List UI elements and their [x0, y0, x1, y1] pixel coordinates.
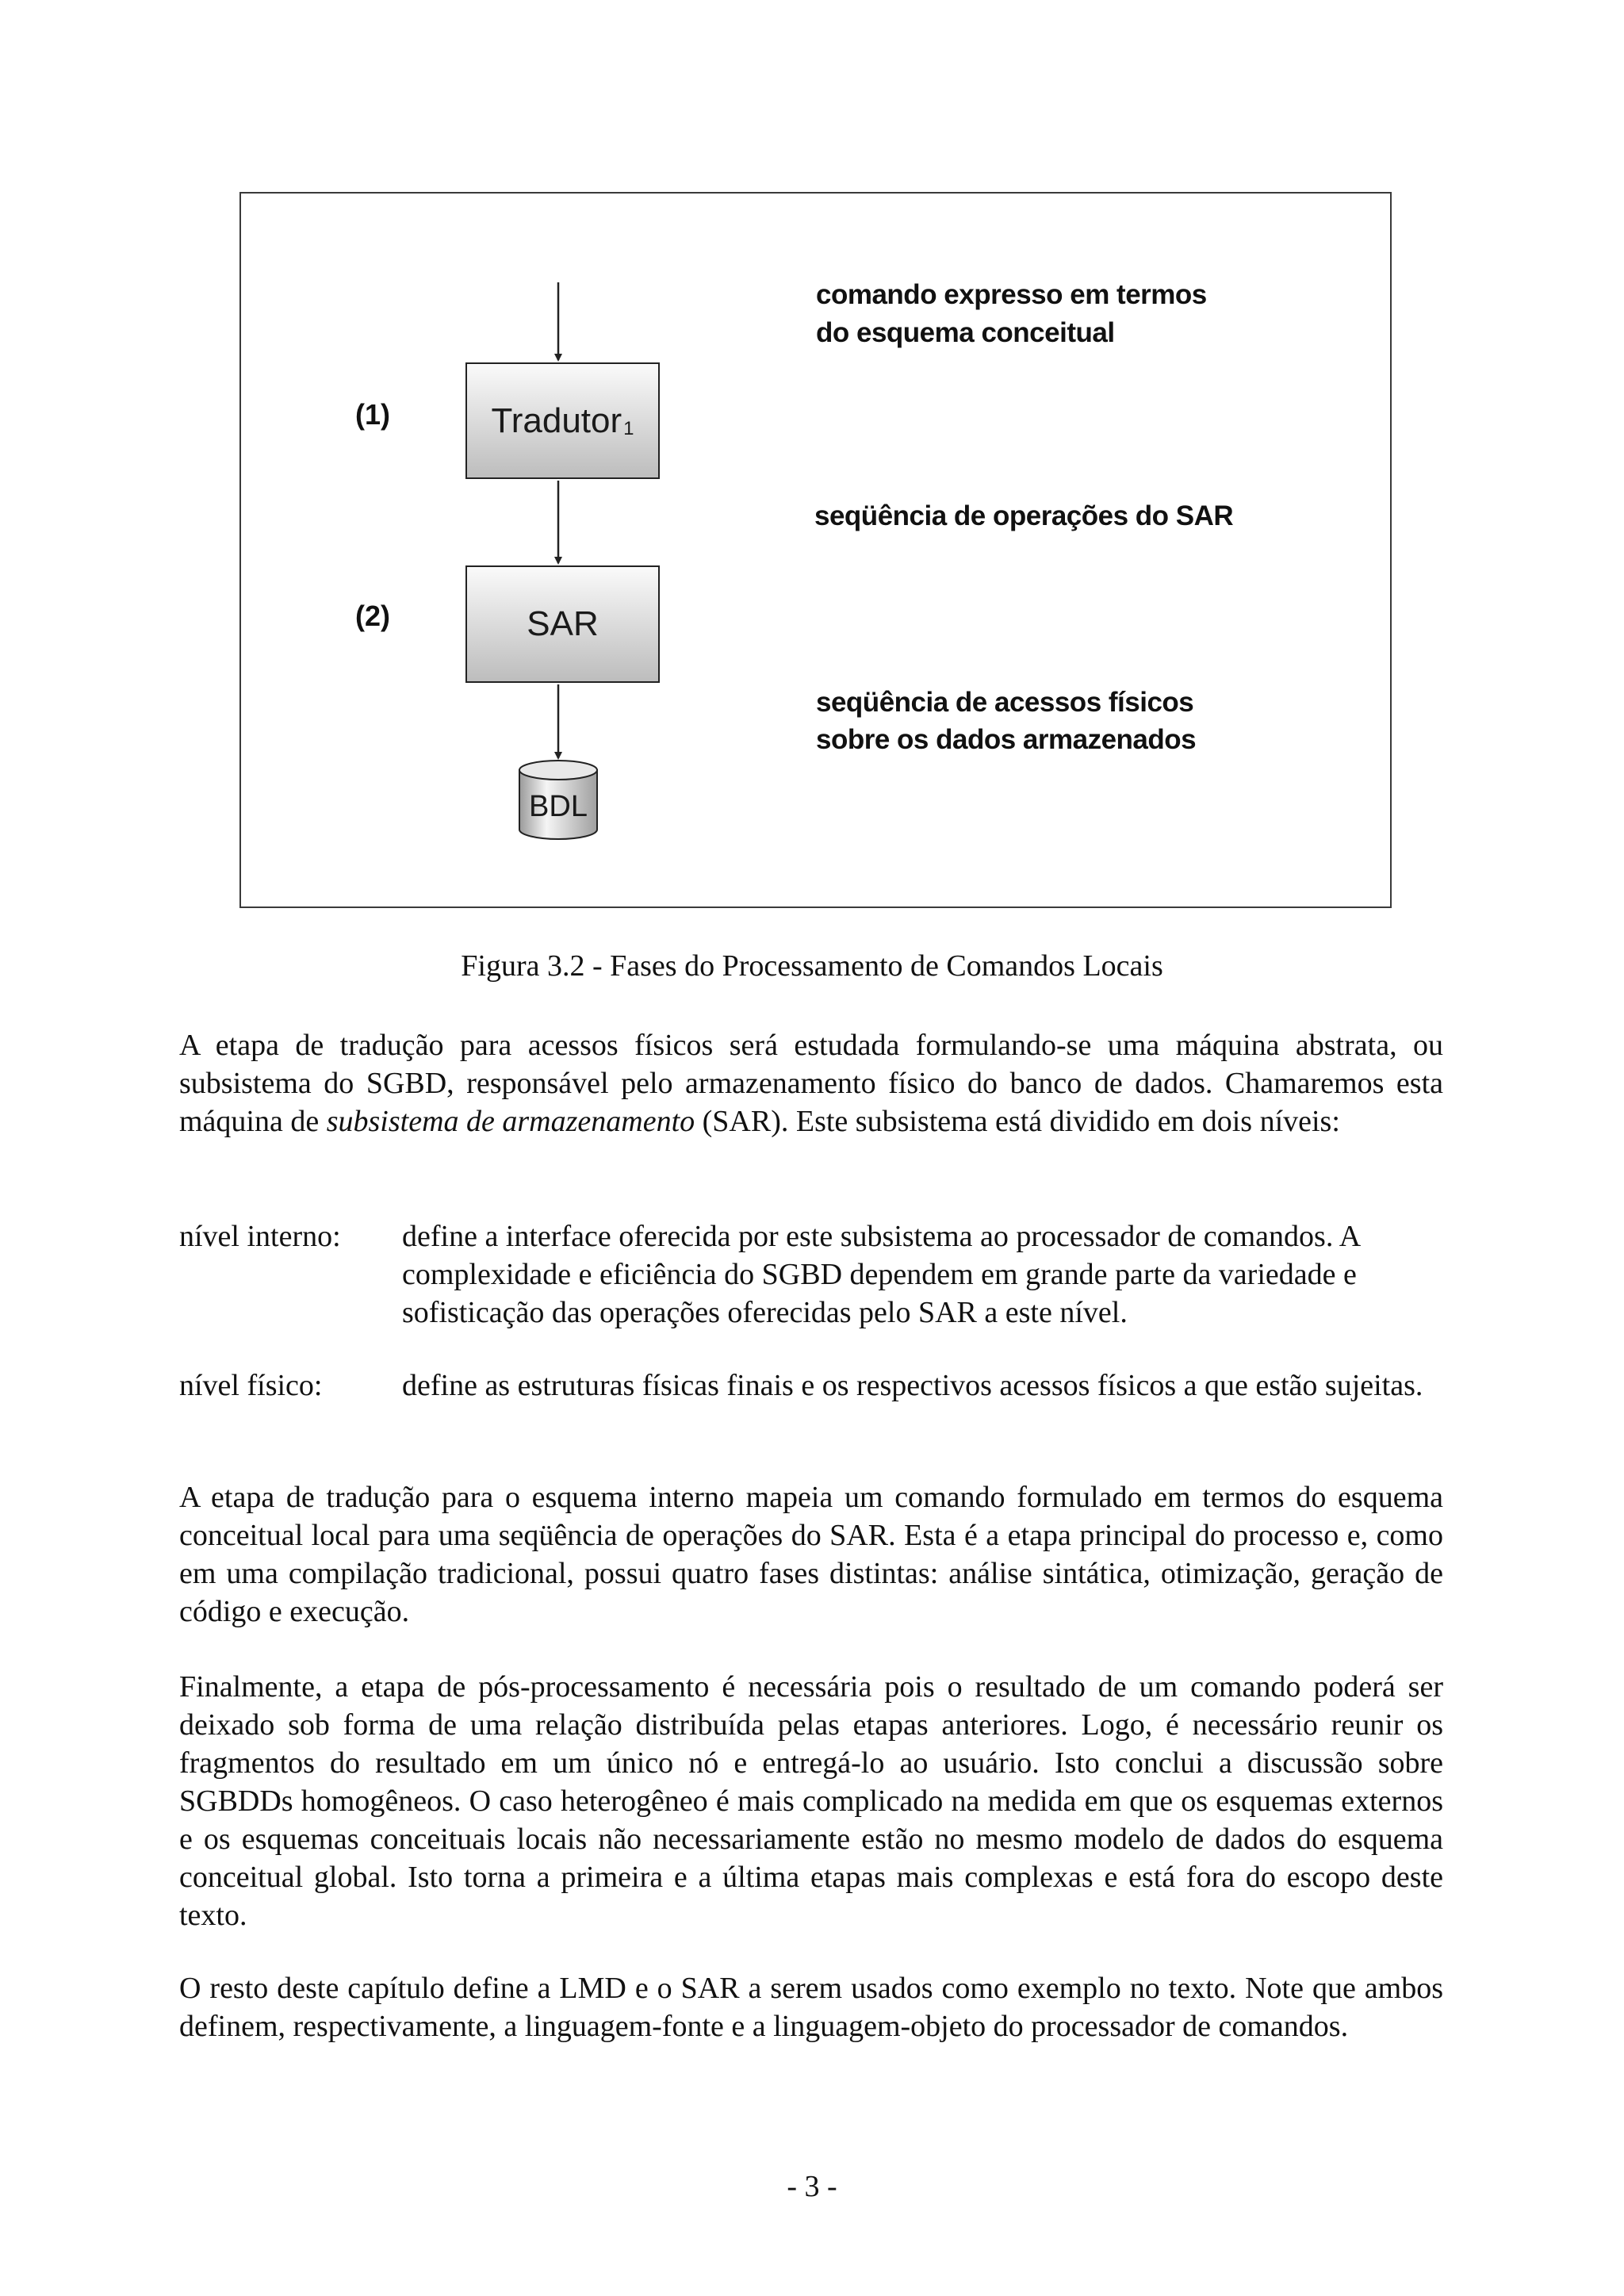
paragraph-1-text-b: (SAR). Este subsistema está dividido em dois níveis: — [695, 1105, 1340, 1138]
translator-box — [465, 362, 660, 479]
label-physical-access-line2: sobre os dados armazenados — [816, 724, 1197, 755]
sar-label: SAR — [527, 604, 599, 643]
step-number-2: (2) — [355, 600, 390, 632]
figure-caption: Figura 3.2 - Fases do Processamento de Comandos Locais — [461, 949, 1163, 983]
step-number-1: (1) — [355, 398, 390, 431]
label-physical-access-line1: seqüência de acessos físicos — [816, 687, 1194, 718]
database-label: BDL — [529, 790, 588, 823]
paragraph-1-text-a: A etapa de tradução para acessos físicos será estudada formulando-se uma máquina abstrata, ou subsistema do SGBD, responsável pelo armazenamento físico do banco de dados. Chamaremos esta máquina de — [179, 1029, 1443, 1138]
paragraph-1-italic-term: subsistema de armazenamento — [326, 1105, 695, 1138]
translator-subscript: 1 — [623, 417, 634, 439]
paragraph-2: A etapa de tradução para o esquema interno mapeia um comando formulado em termos do esquema conceitual local para uma seqüência de operações do SAR. Esta é a etapa principal do processo e, como em uma compilação tradicional, possui quatro fases distintas: análise sintática, otimização, geração de código e execução. — [179, 1481, 1443, 1628]
label-sar-operations: seqüência de operações do SAR — [814, 500, 1234, 531]
paragraph-4: O resto deste capítulo define a LMD e o SAR a serem usados como exemplo no texto. Note que ambos definem, respectivamente, a linguagem-fonte e a linguagem-objeto do processador de comandos. — [179, 1972, 1443, 2043]
page-number: - 3 - — [787, 2170, 837, 2203]
definition-description: define a interface oferecida por este subsistema ao processador de comandos. A complexidade e eficiência do SGBD dependem em grande parte da variedade e sofisticação das operações oferecidas pelo SAR a este nível. — [402, 1220, 1360, 1329]
definition-description: define as estruturas físicas finais e os respectivos acessos físicos a que estão sujeitas. — [402, 1369, 1423, 1402]
sar-box — [465, 565, 660, 683]
paragraph-1 — [179, 1026, 1443, 1140]
label-command-line1: comando expresso em termos — [816, 279, 1207, 310]
definition-term: nível interno: — [179, 1220, 341, 1253]
label-command-line2: do esquema conceitual — [816, 317, 1115, 348]
translator-label: Tradutor — [491, 401, 622, 440]
definition-term: nível físico: — [179, 1369, 323, 1402]
paragraph-3: Finalmente, a etapa de pós-processamento é necessária pois o resultado de um comando poderá ser deixado sob forma de uma relação distribuída pelas etapas anteriores. Logo, é necessário reunir os fragmentos do resultado em um único nó e entregá-lo ao usuário. Isto conclui a discussão sobre SGBDDs homogêneos. O caso heterogêneo é mais complicado na medida em que os esquemas externos e os esquemas conceituais locais não necessariamente estão no mesmo modelo de dados do esquema conceitual global. Isto torna a primeira e a última etapas mais complexas e está fora do escopo deste texto. — [179, 1670, 1443, 1932]
figure-diagram — [239, 192, 1392, 908]
